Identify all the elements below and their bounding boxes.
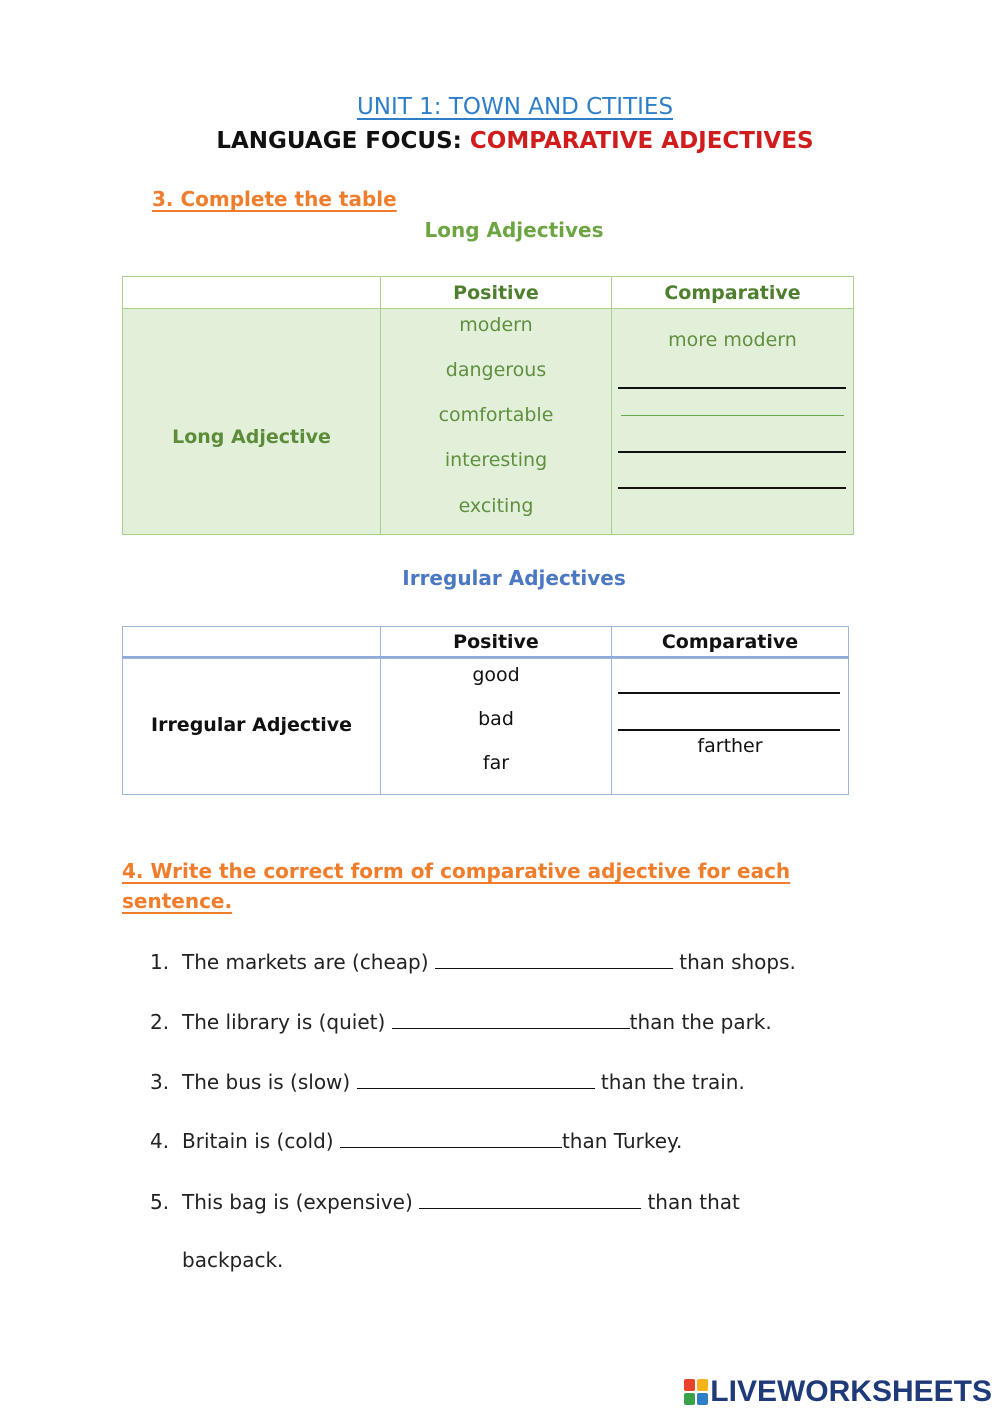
sentence-text: than the train. (594, 1070, 745, 1094)
sentence-number: 5. (150, 1190, 170, 1214)
answer-line[interactable] (618, 387, 846, 389)
irregular-adjectives-table (122, 626, 849, 795)
answer-line[interactable] (618, 487, 846, 489)
sentence-number: 4. (150, 1129, 170, 1153)
sentence-text: than shops. (672, 950, 796, 974)
sentence-2 (150, 1008, 772, 1034)
positive-word: far (482, 752, 510, 774)
answer-blank[interactable] (357, 1068, 595, 1089)
sentence-number: 3. (150, 1070, 170, 1094)
sentence-text: than that (641, 1190, 740, 1214)
answer-line[interactable] (618, 451, 846, 453)
sentence-text: than the park. (629, 1010, 772, 1034)
comparative-example: farther (697, 735, 763, 757)
comparative-cell (611, 658, 849, 795)
sentence-3 (150, 1068, 745, 1094)
sentence-text: This bag is (expensive) (182, 1190, 420, 1214)
focus-topic: COMPARATIVE ADJECTIVES (469, 128, 814, 154)
header-comparative: Comparative (611, 626, 849, 659)
sentence-text: than Turkey. (561, 1129, 683, 1153)
positive-word: dangerous (445, 359, 547, 381)
sentence-number: 1. (150, 950, 170, 974)
sentence-number: 2. (150, 1010, 170, 1034)
logo-mark-icon (684, 1379, 708, 1405)
logo-square (697, 1379, 708, 1391)
row-label-cell (122, 658, 381, 795)
positive-word: comfortable (438, 404, 554, 426)
sentence-4 (150, 1127, 682, 1153)
positive-word: interesting (444, 449, 548, 471)
row-label: Long Adjective (172, 426, 331, 448)
long-adjectives-caption: Long Adjectives (424, 218, 604, 242)
answer-blank[interactable] (340, 1127, 562, 1148)
long-adjectives-table (122, 276, 854, 535)
sentence-text: The library is (quiet) (182, 1010, 392, 1034)
irregular-adjectives-caption: Irregular Adjectives (402, 566, 626, 590)
positive-word: modern (459, 314, 533, 336)
answer-line[interactable] (618, 692, 840, 694)
positive-word: good (472, 664, 520, 686)
positive-word: exciting (458, 495, 534, 517)
sentence-5 (150, 1188, 740, 1214)
header-positive: Positive (380, 276, 612, 309)
sentence-1 (150, 948, 796, 974)
header-positive: Positive (380, 626, 612, 659)
answer-line[interactable] (621, 415, 844, 416)
answer-blank[interactable] (419, 1188, 641, 1209)
answer-line[interactable] (618, 729, 840, 731)
comparative-example: more modern (668, 329, 797, 351)
header-empty-cell (122, 626, 381, 659)
language-focus-line (0, 128, 1000, 154)
positive-cell (380, 658, 612, 795)
sentence-text: The bus is (slow) (182, 1070, 357, 1094)
header-empty-cell (122, 276, 381, 309)
sentence-5-continuation: backpack. (182, 1248, 284, 1272)
answer-blank[interactable] (392, 1008, 630, 1029)
row-label: Irregular Adjective (151, 714, 352, 736)
row-label-cell (122, 308, 381, 535)
answer-blank[interactable] (435, 948, 673, 969)
unit-title: UNIT 1: TOWN AND CTITIES (356, 94, 674, 120)
positive-word: bad (478, 708, 514, 730)
focus-label: LANGUAGE FOCUS: (216, 128, 462, 154)
header-comparative: Comparative (611, 276, 854, 309)
liveworksheets-logo (684, 1375, 992, 1409)
section-3-heading: 3. Complete the table (152, 187, 397, 211)
section-4-heading: 4. Write the correct form of comparative adjective for each sentence. (122, 859, 791, 913)
sentence-text: Britain is (cold) (182, 1129, 340, 1153)
logo-square (697, 1393, 708, 1405)
positive-cell (380, 308, 612, 535)
logo-square (684, 1379, 695, 1391)
sentence-text: The markets are (cheap) (182, 950, 435, 974)
logo-square (684, 1393, 695, 1405)
comparative-cell (611, 308, 854, 535)
logo-text: LIVEWORKSHEETS (710, 1375, 992, 1408)
